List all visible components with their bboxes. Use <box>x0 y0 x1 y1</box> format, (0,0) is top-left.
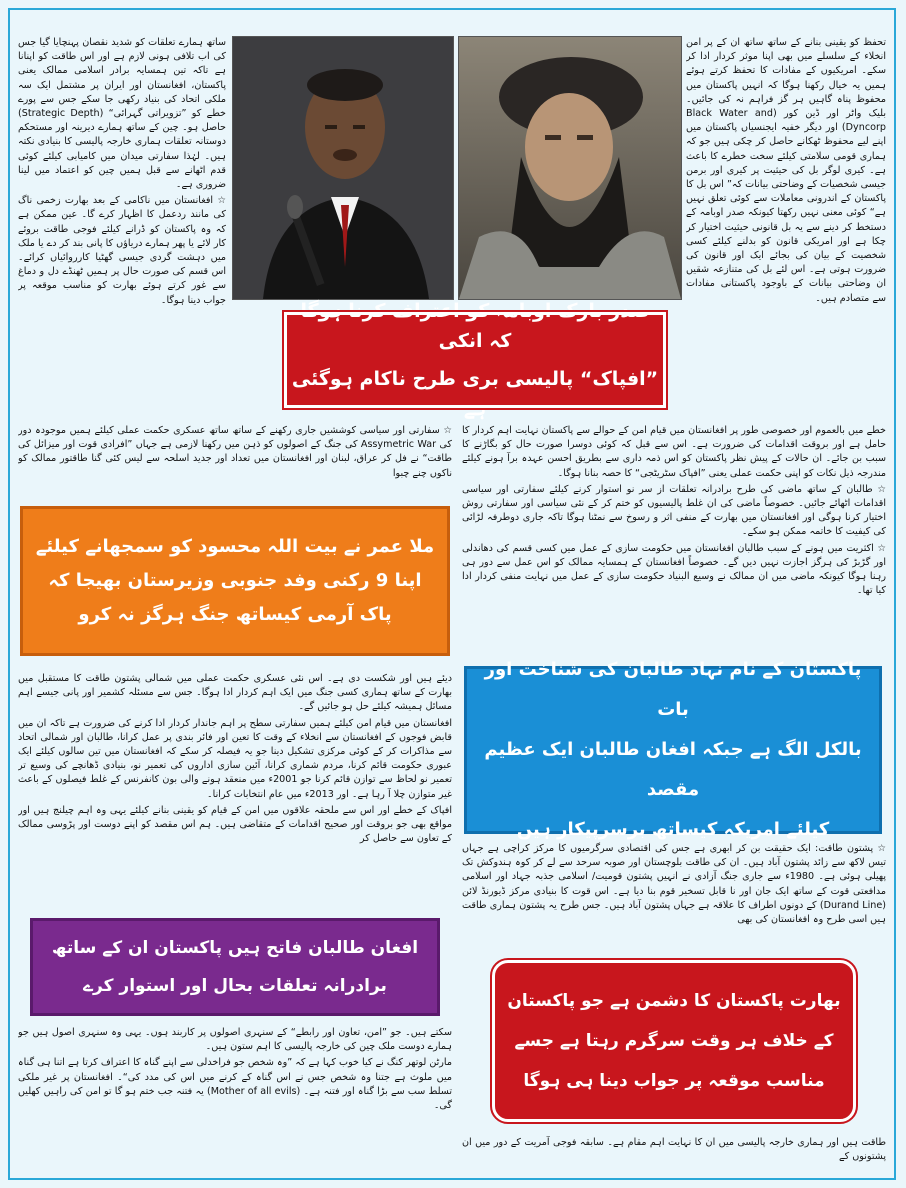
mid-left-column <box>18 424 452 500</box>
paragraph: مارٹن لوتھر کنگ نے کیا خوب کہا ہے کہ ”وہ شخص جو فراخدلی سے اپنے گناہ کا اعتراف کرتا ہے اتنا ہی گناہ میں ملوث ہے جتنا وہ شخص جس نے اس گناہ کے کرنے میں اس کی مدد کی“۔ افغانستان پر غیر ملکی تسلط سب سے بڑا گناہ اور فتنہ ہے۔ (Mother of all evils) یہ فتنہ جب ختم ہو گا تو امن کی راہیں کھلیں گی۔ <box>18 1057 452 1112</box>
headline-blue-line2: بالکل الگ ہے جبکہ افغان طالبان ایک عظیم مقصد <box>484 739 862 800</box>
paragraph: دیئے ہیں اور شکست دی ہے۔ اس نئی عسکری حکمت عملی میں شمالی پشتون طاقت کا مستقبل میں بھارت کے ساتھ ہماری کسی جنگ میں ایک اہم کردار ادا ہوگا۔ جس سے مسئلہ کشمیر اور پانی جیسے اہم مسائل ہمیشہ کیلئے حل ہو جائیں گے۔ <box>18 673 452 713</box>
paragraph: تحفظ کو یقینی بنانے کے ساتھ ساتھ ان کے پر امن انخلاء کے سلسلے میں بھی اپنا موثر کردار ادا کر سکے۔ امریکیوں کے مفادات کا تحفظ کرتے ہوئے ہمیں یہ خیال رکھنا ہوگا کہ انہیں پاکستان میں محفوظ پناہ گاہیں ہر گز فراہم نہ کی جائیں۔ بلیک واٹر اور ڈین کور (Black Water and Dyncorp) اور دیگر خفیہ ایجنسیاں پاکستان میں اپنے لیے محفوظ ٹھکانے حاصل کر چکی ہیں جو کہ ہماری قومی سلامتی کیلئے سخت خطرے کا باعث ہے۔ کیری لوگر بل کی حیثیت پر کیری اور برمن جیسی شخصیات کے وضاحتی بیانات کہ” اس بل کا پاکستان کے اندرونی معاملات سے کوئی تعلق نہیں ہے“ کوئی معنی نہیں رکھتا کیونکہ صدر اوبامہ کے دستخط کر دینے سے یہ بل قانونی حیثیت اختیار کر چکا ہے اور امریکی قانون کو بدلنے کیلئے کسی شخصیت کے بیان کی بجائے ایک اور قانون کی ضرورت ہوتی ہے۔ اس لئے بل کی متنازعہ شقیں ان وضاحتی بیانات کے باوجود پاکستانی مفادات سے متصادم ہیں۔ <box>686 37 886 304</box>
lower-left-column <box>18 672 452 912</box>
paragraph: ☆ سفارتی اور سیاسی کوششیں جاری رکھنے کے ساتھ ساتھ عسکری حکمت عملی کیلئے ہمیں موجودہ دور کی Assymetric War کی جنگ کے اصولوں کو ذہن میں رکھنا لازمی ہے جہاں ”افرادی قوت اور میزائل کی طاقت“ نے فل کر عراق، لبنان اور افغانستان میں تعداد اور جدید اسلحہ سے لیس کئی گنا طاقتور ممالک کو ناکوں چنے چبوا <box>18 425 452 479</box>
paragraph: افغانستان میں قیام امن کیلئے ہمیں سفارتی سطح پر اہم جاندار کردار ادا کرنے کی ضرورت ہے تاکہ ان میں قابض فوجوں کے افغانستان سے انخلاء کے وقت کا تعین اور فائر بندی پر عمل کرانا، طالبان اور شمالی اتحاد سے مذاکرات کر کے کوئی مرکزی تشکیل دینا جو یہ فیصلہ کر سکے کہ افغانستان میں تین سالوں کیلئے ایک عبوری حکومت قائم کرنا، مردم شماری کرانا، آئین سازی اداروں کی تعمیر نو، بنیادی ڈھانچے کی وسیع تر تعمیر نو لحاظ سے توازن قائم کرنا جو 2001ء میں منعقد ہونے والی بون کانفرنس کے غلط فیصلوں کے باعث غیر متوازن چلا آ رہا ہے۔ اور 2013ء میں عام انتخابات کرانا۔ <box>18 717 452 800</box>
headline-red-line1: صدر بارک اوبامہ کو اعتراف کرنا ہوگا کہ انکی <box>300 300 650 352</box>
lower-right-column <box>462 842 886 952</box>
mid-right-column <box>462 424 886 656</box>
turbaned-man-illustration <box>459 37 681 299</box>
headline-blue-line1: پاکستان کے نام نہاد طالبان کی شناخت اور بات <box>484 659 862 720</box>
top-right-column <box>686 36 886 310</box>
paragraph: طاقت ہیں اور ہماری خارجہ پالیسی میں ان کا نہایت اہم مقام ہے۔ سابقہ فوجی آمریت کے دور میں ان پشتونوں کے <box>462 1137 886 1163</box>
headline-orange <box>20 506 450 656</box>
upper-right-text-column <box>672 310 886 420</box>
headline-orange-line3: پاک آرمی کیساتھ جنگ ہرگز نہ کرو <box>78 604 392 625</box>
headline-blue <box>464 659 882 840</box>
headline-purple <box>30 918 440 1016</box>
headline-blue-line3: کیلئے امریکہ کیساتھ برسرپیکار ہیں <box>516 819 830 840</box>
headline-orange-line2: اپنا 9 رکنی وفد جنوبی وزیرستان بھیجا کہ <box>48 570 422 591</box>
photo-turbaned-man <box>458 36 682 300</box>
paragraph: ☆ طالبان کے ساتھ ماضی کی طرح برادرانہ تعلقات از سر نو استوار کرنے کیلئے سفارتی اور سیاسی اقدامات اٹھائے جائیں۔ خصوصاً ماضی کی ان غلط پالیسیوں کو ختم کر کے نئی سیاسی اور سفارتی روش اختیار کرنا ہوگی اور افغانستان میں بھارت کے منفی اثر و رسوخ سے نمٹنا ہوگا تاکہ جاری دوطرفہ لڑائی کی کیفیت کا خاتمہ ممکن ہو سکے۔ <box>462 483 886 538</box>
bottom-right-column <box>462 1136 886 1168</box>
headline-red2-line2: کے خلاف ہر وقت سرگرم رہتا ہے جسے <box>514 1031 834 1051</box>
top-left-column <box>18 36 226 414</box>
paragraph: ساتھ ہمارے تعلقات کو شدید نقصان پہنچایا گیا جس کی اب تلافی ہونی لازم ہے اور اس طاقت کو اپنانا ہے تاکہ تین ہمسایہ برادر اسلامی ممالک یعنی پاکستان، افغانستان اور ایران پر مشتمل ایک سہ ملکی اتحاد کی بنیاد رکھی جا سکے جس سے پورے خطے کو ”تزویراتی گہرائی“ (Strategic Depth) حاصل ہو۔ چین کے ساتھ ہمارے دیرینہ اور مستحکم دوستانہ تعلقات ہماری خارجہ پالیسی کا بنیادی نکتہ ہیں۔ لہٰذا سفارتی میدان میں کامیابی کیلئے کوئی قدم اٹھانے سے قبل ہمیں چین کو اعتماد میں لینا ضروری ہے۔ <box>18 37 226 191</box>
headline-red2-line3: مناسب موقعہ پر جواب دینا ہی ہوگا <box>523 1071 825 1091</box>
paragraph: ☆ اکثریت میں ہونے کے سبب طالبان افغانستان میں حکومت سازی کے عمل میں کسی قسم کی دھاندلی اور گڑبڑ کی ہرگز اجازت نہیں دیں گے۔ خصوصاً افغانستان کے ہمسایہ ممالک کو اس عمل سے دور ہی رہنا ہوگا کیونکہ ماضی میں ان ممالک نے وسیع البنیاد حکومت سازی کے عمل میں نہایت منفی کردار ادا کیا تھا۔ <box>462 542 886 597</box>
paragraph: خطے میں بالعموم اور خصوصی طور پر افغانستان میں قیام امن کے حوالے سے پاکستان نہایت اہم کردار کا حامل ہے اور بروقت اقدامات کی ضرورت ہے۔ اس سے قبل کہ کوئی دوسرا صورت حال کو بگاڑنے کا سبب بن جائے۔ ان حالات کے پیش نظر پاکستان کو اس ذمہ داری سے بطریق احسن عہدہ برآ ہونے کیلئے مندرجہ ذیل نکات کو اپنی حکمت عملی یعنی ”افپاک سٹریٹجی“ کا حصہ بنانا ہوگا۔ <box>462 425 886 479</box>
headline-red-line2: ”افپاک“ پالیسی بری طرح ناکام ہوگئی ہے <box>291 368 659 420</box>
paragraph: افپاک کے خطے اور اس سے ملحقہ علاقوں میں امن کے قیام کو یقینی بنانے کیلئے یہی وہ اہم چیلنج ہیں اور مواقع بھی جو بروقت اور صحیح اقدامات کے متقاضی ہیں۔ ہم اس مقصد کو اپنے دوست اور پڑوسی ممالک کے تعاون سے حاصل کر <box>18 804 452 845</box>
headline-purple-line2: برادرانہ تعلقات بحال اور استوار کرے <box>83 976 387 996</box>
paragraph: سکتے ہیں۔ جو ”امن، تعاون اور رابطے“ کے سنہری اصولوں پر کاربند ہوں۔ یہی وہ سنہری اصول ہیں جو ہمارے دوست ملک چین کی خارجہ پالیسی کا اہم ستون ہیں۔ <box>18 1027 452 1053</box>
headline-orange-line1: ملا عمر نے بیت اللہ محسود کو سمجھانے کیلئے <box>35 536 435 557</box>
speaker-illustration <box>233 37 453 299</box>
bottom-left-column <box>18 1026 452 1170</box>
paragraph: ☆ افغانستان میں ناکامی کے بعد بھارت زخمی ناگ کی مانند ردعمل کا اظہار کرے گا۔ عین ممکن ہے کہ وہ پاکستان کو ڈرانے کیلئے فوجی طاقت بروئے کار لائے یا پھر ہمارے دریاؤں کا پانی بند کر دے یا ملک میں دہشت گردی جیسی گھٹیا کارروائیاں کرائے۔ اس قسم کی صورت حال پر ہمیں ٹھنڈے دل و دماغ سے غور کرتے ہوئے بھارت کو مناسب موقعہ پر جواب دینا ہوگا۔ <box>18 195 226 306</box>
photo-speaker <box>232 36 454 300</box>
headline-red-2 <box>492 960 856 1122</box>
headline-red2-line1: بھارت پاکستان کا دشمن ہے جو پاکستان <box>507 991 841 1011</box>
headline-red <box>284 300 666 420</box>
headline-purple-line1: افغان طالبان فاتح ہیں پاکستان ان کے ساتھ <box>51 938 419 958</box>
paragraph: ☆ پشتون طاقت: ایک حقیقت بن کر ابھری ہے جس کی اقتصادی سرگرمیوں کا مرکز کراچی ہے جہاں تیس لاکھ سے زائد پشتون آباد ہیں۔ ان کی طاقت بلوچستان اور صوبہ سرحد سے لے کر کوہ ہندوکش تک پھیلی ہوئی ہے۔ 1980ء سے جاری جنگ آزادی نے انہیں پشتون قومیت/ اسلامی جذبہ جہاد اور اسلامی مدافعتی قوت کے ساتھ ایک جان اور نا قابل تسخیر قوم بنا دیا ہے۔ اس قوت کا بنیادی مرکز ڈیورنڈ لائن (Durand Line) کے دونوں اطراف کا علاقہ ہے جہاں پشتون آباد ہیں۔ جس طرح یہ پشتون ہماری طاقت ہیں اسی طرح وہ افغانستان کی بھی <box>462 843 886 926</box>
